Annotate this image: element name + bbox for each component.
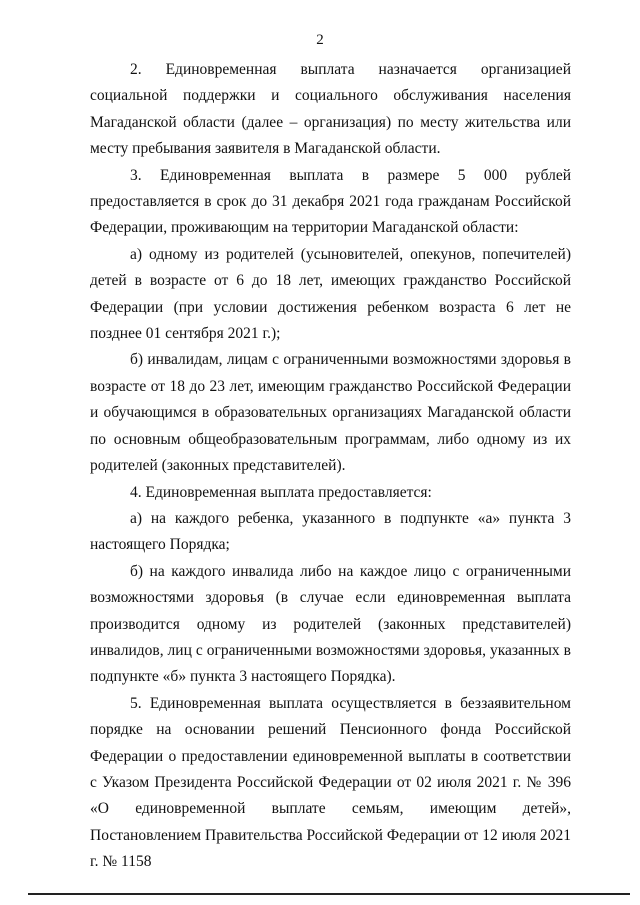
paragraph-3: 3. Единовременная выплата в размере 5 000 рублей предоставляется в срок до 31 декабря 2021 года гражданам Российской Федерации, проживающим на территории Магаданской области:	[90, 166, 571, 237]
paragraph-3b: б) инвалидам, лицам с ограниченными возможностями здоровья в возрасте от 18 до 23 лет, имеющим гражданство Российской Федерации и обучающимся в образовательных организациях Магаданской области по основным общеобразовательным программам, либо одному из их родителей (законных представителей).	[90, 351, 571, 475]
paragraph-4a: а) на каждого ребенка, указанного в подпункте «а» пункта 3 настоящего Порядка;	[90, 509, 571, 554]
document-body	[90, 57, 571, 876]
paragraph-4: 4. Единовременная выплата предоставляется:	[130, 483, 432, 501]
page-number: 2	[316, 32, 324, 48]
page-bottom-edge	[28, 893, 630, 895]
paragraph-2: 2. Единовременная выплата назначается организацией социальной поддержки и социального обслуживания населения Магаданской области (далее – организация) по месту жительства или месту пребывания заявителя в Магаданской области.	[90, 61, 571, 158]
paragraph-5: 5. Единовременная выплата осуществляется в беззаявительном порядке на основании решений Пенсионного фонда Российской Федерации о предоставлении единовременной выплаты в соответствии с Указом Президента Российской Федерации от 02 июля 2021 г. № 396 «О единовременной выплате семьям, имеющим детей», Постановлением Правительства Российской Федерации от 12 июля 2021 г. № 1158	[90, 694, 571, 871]
paragraph-3a: а) одному из родителей (усыновителей, опекунов, попечителей) детей в возрасте от 6 до 18 лет, имеющих гражданство Российской Федерации (при условии достижения ребенком возраста 6 лет не позднее 01 сентября 2021 г.);	[90, 245, 571, 343]
paragraph-4b: б) на каждого инвалида либо на каждое лицо с ограниченными возможностями здоровья (в случае если единовременная выплата производится одному из родителей (законных представителей) инвалидов, лиц с ограниченными возможностями здоровья, указанных в подпункте «б» пункта 3 настоящего Порядка).	[90, 562, 571, 686]
